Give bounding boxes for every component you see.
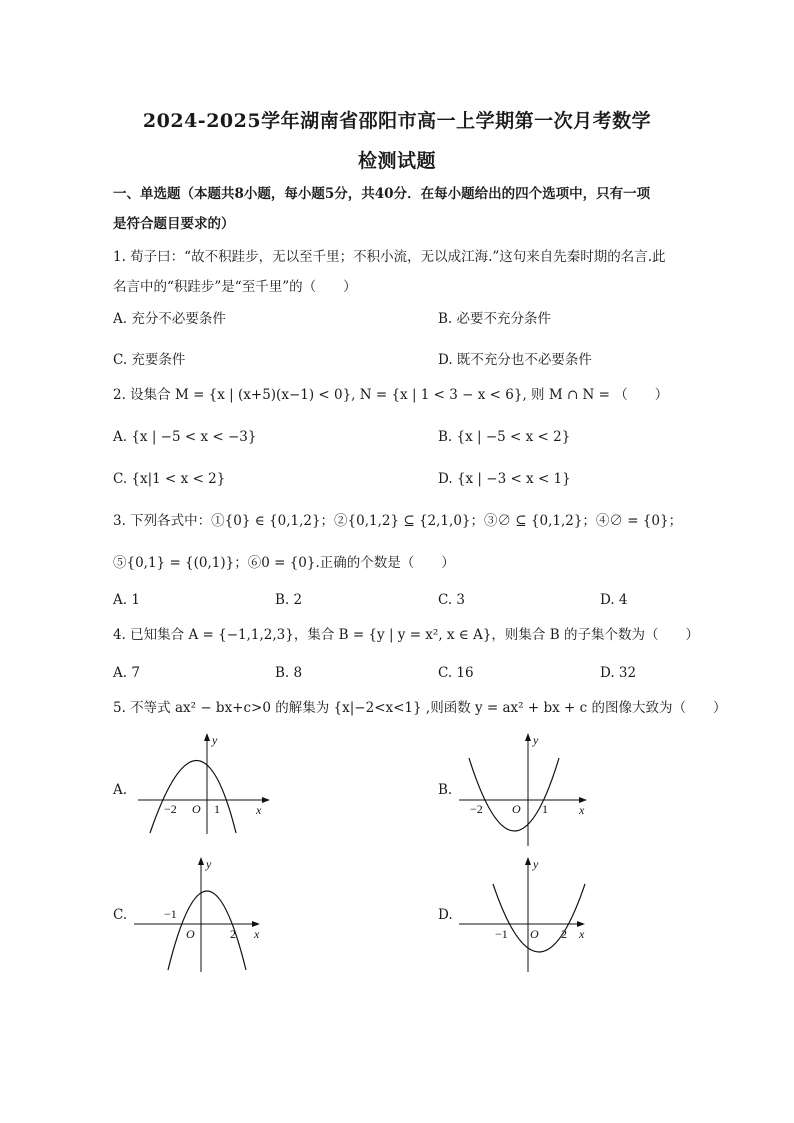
graph-c-x-label: x: [254, 927, 260, 941]
question-3-text-cont: ⑤{0,1} = {(0,1)}；⑥0 = {0}.正确的个数是（ ）: [113, 555, 455, 571]
graph-d-y-arrow: [525, 857, 531, 865]
question-4-option-d: D. 32: [600, 665, 637, 681]
graph-c-origin: O: [186, 927, 195, 941]
question-4-option-a: A. 7: [113, 665, 140, 681]
section-heading: 一、单选题（本题共8小题，每小题5分，共40分．在每小题给出的四个选项中，只有一项: [113, 186, 651, 202]
exam-subtitle: 检测试题: [357, 150, 436, 172]
graph-a-origin: O: [192, 802, 201, 816]
question-4-option-b: B. 8: [275, 665, 303, 681]
question-1-option-d: D. 既不充分也不必要条件: [438, 352, 592, 368]
graph-b-parabola: [469, 758, 559, 831]
question-4-text: 4. 已知集合 A = {−1,1,2,3}，集合 B = {y | y = x², x ∈ A}，则集合 B 的子集个数为（ ）: [113, 627, 699, 643]
graph-c: [130, 852, 280, 974]
graph-b-origin: O: [512, 802, 521, 816]
question-1-text-cont: 名言中的“积跬步”是“至千里”的（ ）: [113, 279, 357, 295]
question-5-option-b: B.: [438, 782, 453, 798]
graph-b-x-label: x: [579, 803, 585, 817]
question-1-option-c: C. 充要条件: [113, 352, 186, 368]
question-5-option-a: A.: [113, 782, 128, 798]
graph-a-x-label: x: [256, 803, 262, 817]
graph-d: [455, 852, 605, 974]
graph-a-parabola: [150, 761, 236, 834]
question-3-option-b: B. 2: [275, 592, 303, 608]
graph-c-y-label: y: [206, 857, 212, 871]
graph-d-origin: O: [530, 927, 539, 941]
question-2-option-b: B. {x | −5 < x < 2}: [438, 429, 571, 445]
graph-a: [130, 728, 280, 838]
graph-a-left-root: −2: [164, 802, 177, 816]
question-1-text: 1. 荀子曰：“故不积跬步，无以至千里；不积小流，无以成江海.”这句来自先秦时期的名言.此: [113, 249, 666, 265]
graph-d-parabola: [493, 884, 585, 952]
question-3-option-c: C. 3: [438, 592, 466, 608]
question-2-text: 2. 设集合 M = {x | (x+5)(x−1) < 0}, N = {x | 1 < 3 − x < 6}, 则 M ∩ N = （ ）: [113, 387, 669, 403]
question-1-option-a: A. 充分不必要条件: [113, 311, 226, 327]
graph-d-y-label: y: [533, 857, 539, 871]
graph-c-left-root: −1: [164, 907, 177, 921]
question-3-option-a: A. 1: [113, 592, 140, 608]
question-2-option-d: D. {x | −3 < x < 1}: [438, 471, 571, 487]
graph-b-y-label: y: [533, 733, 539, 747]
graph-a-y-label: y: [212, 733, 218, 747]
question-3-text: 3. 下列各式中：①{0} ∈ {0,1,2}；②{0,1,2} ⊆ {2,1,0}；③∅ ⊆ {0,1,2}；④∅ = {0}；: [113, 513, 683, 529]
question-3-option-d: D. 4: [600, 592, 628, 608]
question-2-option-a: A. {x | −5 < x < −3}: [113, 429, 257, 445]
graph-a-right-root: 1: [214, 802, 220, 816]
graph-b-y-arrow: [525, 733, 531, 741]
question-5-text: 5. 不等式 ax² − bx+c>0 的解集为 {x|−2<x<1} ,则函数 y = ax² + bx + c 的图像大致为（ ）: [113, 700, 727, 716]
graph-c-y-arrow: [198, 857, 204, 865]
graph-c-right-root: 2: [230, 927, 236, 941]
exam-title: 2024-2025学年湖南省邵阳市高一上学期第一次月考数学: [142, 110, 652, 132]
graph-a-y-arrow: [204, 733, 210, 741]
graph-d-right-root: 2: [561, 927, 567, 941]
question-1-option-b: B. 必要不充分条件: [438, 311, 552, 327]
graph-d-left-root: −1: [495, 927, 508, 941]
question-2-option-c: C. {x|1 < x < 2}: [113, 471, 226, 487]
graph-b: [455, 728, 605, 848]
question-5-option-d: D.: [438, 907, 453, 923]
graph-d-x-label: x: [579, 927, 585, 941]
graph-b-left-root: −2: [470, 802, 483, 816]
question-4-option-c: C. 16: [438, 665, 474, 681]
graph-a-x-arrow: [262, 797, 270, 803]
section-heading-cont: 是符合题目要求的）: [113, 216, 235, 232]
question-5-option-c: C.: [113, 907, 128, 923]
graph-b-right-root: 1: [542, 802, 548, 816]
